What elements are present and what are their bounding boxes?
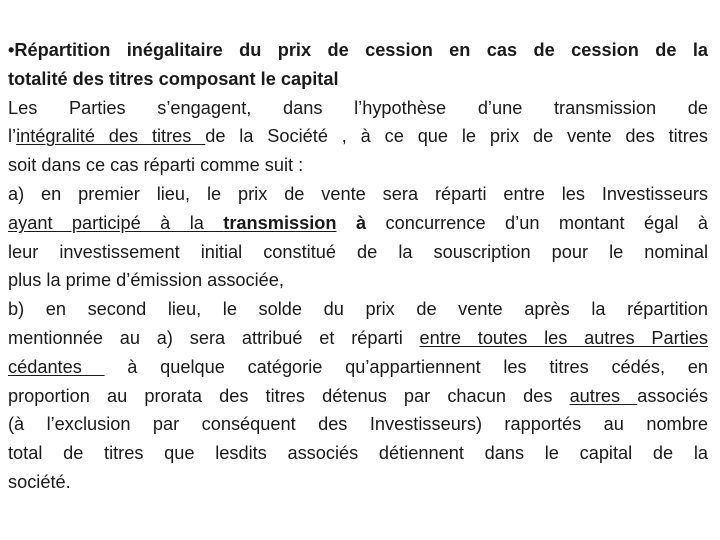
item-a-underlined-phrase: ayant participé à la [8, 212, 224, 233]
item-b-line-3-end: à quelque catégorie qu’appartiennent les titres cédés, en [104, 356, 708, 377]
item-a-line-1: a) en premier lieu, le prix de vente sera réparti entre les Investisseurs [8, 183, 708, 204]
item-a-line-2-end: concurrence d’un montant égal à [366, 212, 708, 233]
item-b-line-4 [8, 382, 708, 411]
item-b-line-5: (à l’exclusion par conséquent des Investisseurs) rapportés au nombre [8, 414, 708, 435]
item-b-underlined-phrase: entre toutes les autres Parties [419, 327, 708, 348]
item-b-line-7: société. [8, 471, 71, 492]
section-heading [8, 36, 708, 94]
intro-underlined-phrase: intégralité des titres [16, 126, 206, 147]
item-b-line-4-start: proportion au prorata des titres détenus par chacun des [8, 385, 570, 406]
item-b-line-2 [8, 324, 708, 353]
item-b-line-4-end: associés [637, 385, 708, 406]
intro-paragraph [8, 94, 708, 180]
item-b-line-1: b) en second lieu, le solde du prix de vente après la répartition [8, 299, 708, 320]
intro-line-2 [8, 122, 708, 151]
item-b-underlined-word: cédantes [8, 356, 105, 377]
item-a-line-3: leur investissement initial constitué de la souscription pour le nominal [8, 241, 708, 262]
intro-line-2-start: l’ [8, 126, 17, 147]
item-b-paragraph [8, 295, 708, 497]
intro-line-2-end: de la Société , à ce que le prix de vente des titres [205, 126, 708, 147]
item-a-bold-word: à [355, 212, 367, 233]
item-a-space [337, 213, 356, 233]
heading-line-1: •Répartition inégalitaire du prix de cession en cas de cession de la [8, 40, 708, 60]
item-a-paragraph [8, 180, 708, 295]
intro-line-1: Les Parties s’engagent, dans l’hypothèse d’une transmission de [8, 97, 708, 118]
heading-line-2: totalité des titres composant le capital [8, 68, 339, 89]
item-b-line-2-start: mentionnée au a) sera attribué et réparti [8, 327, 420, 348]
item-a-line-2 [8, 209, 708, 238]
item-b-underlined-other: autres [569, 385, 638, 406]
item-b-line-3 [8, 353, 708, 382]
item-a-underlined-bold-word: transmission [223, 212, 337, 233]
item-a-line-4: plus la prime d’émission associée, [8, 270, 284, 291]
item-b-line-6: total de titres que lesdits associés détiennent dans le capital de la [8, 443, 708, 464]
intro-line-3: soit dans ce cas réparti comme suit : [8, 155, 304, 176]
